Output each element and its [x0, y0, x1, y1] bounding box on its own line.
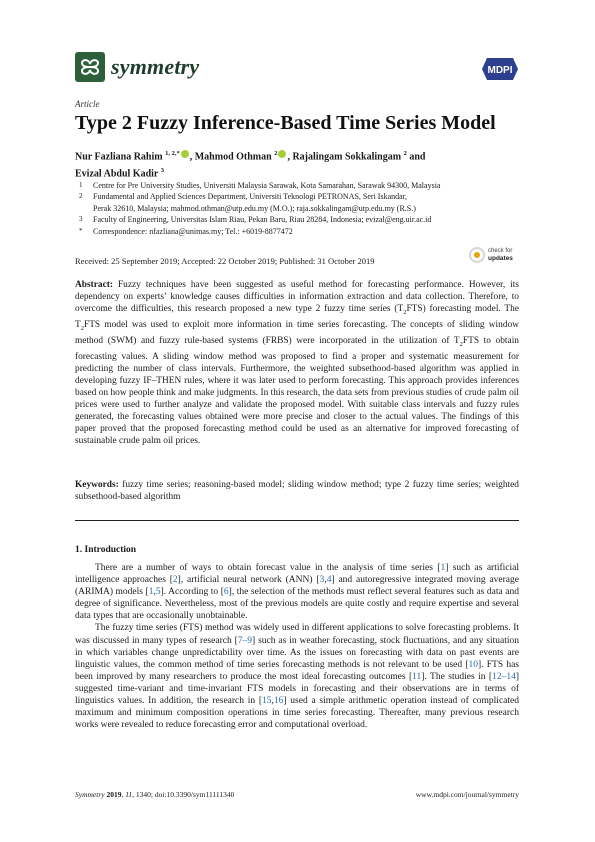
- symmetry-logo-icon: [75, 52, 105, 82]
- subscript: 2: [459, 340, 463, 348]
- affiliation-mark: *: [79, 226, 83, 235]
- affiliation-mark: 3: [79, 215, 83, 224]
- paper-title: Type 2 Fuzzy Inference-Based Time Series Model: [75, 112, 496, 134]
- citation-link[interactable]: 15: [262, 696, 272, 707]
- check-updates-line1: check for: [488, 247, 513, 254]
- keywords: [75, 479, 519, 503]
- paragraph: [75, 622, 519, 731]
- article-type: Article: [75, 99, 100, 109]
- paragraph-text: ,: [324, 575, 327, 586]
- citation-link[interactable]: 5: [155, 587, 161, 598]
- check-for-updates-button[interactable]: [469, 244, 521, 266]
- abstract-text: FTS) forecasting model. The T: [75, 304, 519, 331]
- author-conjunction: and: [406, 151, 426, 163]
- affiliation-text: Faculty of Engineering, Universitas Islam Riau, Pekan Baru, Riau 28284, Indonesia; evizal@eng.uir.ac.id: [93, 215, 432, 225]
- affiliation-mark: 2: [79, 192, 83, 201]
- paragraph-text: ], the selection of the methods must reflect several features such as data and degree of significance. Nevertheless, most of the previous models are quite costly and require expertise and several data types that are occasionally unobtainable.: [75, 587, 519, 622]
- subscript: 2: [403, 308, 407, 316]
- paragraph-text: The fuzzy time series (FTS) method was widely used in different applications to solve forecasting problems. It was discussed in many types of research [: [75, 623, 519, 646]
- affiliation-mark: [75, 203, 93, 214]
- author-affil-mark: 2: [274, 150, 278, 157]
- publisher-name: MDPI: [487, 65, 513, 76]
- citation-link[interactable]: 12–14: [492, 671, 516, 682]
- paragraph-text: ]. The studies in [: [421, 671, 493, 682]
- mdpi-logo-icon: [482, 58, 518, 80]
- check-updates-icon: [469, 247, 485, 263]
- affiliations: [75, 180, 525, 237]
- author-name: Nur Fazliana Rahim: [75, 151, 166, 163]
- affiliation-row: [75, 191, 525, 202]
- correspondence-text: Correspondence: nfazliana@unimas.my; Tel.: +6019-8877472: [93, 226, 293, 236]
- author-name: Evizal Abdul Kadir: [75, 168, 161, 180]
- author-affil-mark: 2: [403, 150, 407, 157]
- section-heading: 1. Introduction: [75, 545, 137, 555]
- paragraph: [75, 562, 519, 622]
- footer-year: 2019: [104, 790, 122, 799]
- footer-volume: , 11: [121, 790, 133, 799]
- journal-name: symmetry: [111, 54, 200, 79]
- author-name: , Mahmod Othman: [189, 151, 275, 163]
- affiliation-row: [75, 226, 525, 237]
- citation-link[interactable]: 1: [148, 587, 154, 598]
- citation-link[interactable]: 6: [223, 587, 229, 598]
- footer-url[interactable]: www.mdpi.com/journal/symmetry: [415, 790, 519, 799]
- section-body: [75, 562, 519, 731]
- abstract: [75, 279, 519, 447]
- affiliation-text: Centre for Pre University Studies, Universiti Malaysia Sarawak, Kota Samarahan, Sarawak 94300, Malaysia: [93, 181, 441, 190]
- paragraph-text: ] used a simple arithmetic operation instead of complicated maximum and minimum composition operations in time series forecasting. Thereafter, many previous research works were revealed to reduce forecasting error and computational overload.: [75, 696, 519, 731]
- affiliation-mark: 1: [79, 181, 83, 189]
- abstract-text: FTS to obtain forecasting values. A sliding window method was proposed to find a proper and systematic measurement for predicting the number of class intervals. Furthermore, the weighted subsethood-based algorithm was applied in developing fuzzy IF–THEN rules, where it was later used to perform forecasting. This approach provides inferences based on how people think and make judgments. In this research, the data sets from previous studies of crude palm oil prices were used to further analyze and validate the proposed model. With suitable class intervals and fuzzy rules generated, the forecasting values obtained were more precise and closer to the actual values. The findings of this paper proved that the proposed forecasting method could be used as an alternative for improved forecasting of sustainable crude palm oil prices.: [75, 335, 519, 447]
- orcid-icon[interactable]: [278, 150, 286, 158]
- affiliation-row: [75, 214, 525, 225]
- paragraph-text: There are a number of ways to obtain forecast value in the analysis of time series [: [95, 563, 441, 573]
- affiliation-text: Perak 32610, Malaysia; mahmod.othman@utp.edu.my (M.O.); raja.sokkalingam@utp.edu.my (R.S.): [93, 203, 416, 213]
- journal-logo: [75, 52, 199, 82]
- keywords-label: Keywords:: [75, 480, 119, 490]
- divider: [75, 520, 519, 521]
- citation-link[interactable]: 4: [326, 575, 332, 586]
- affiliation-row: [75, 180, 525, 191]
- author-list: [75, 147, 525, 182]
- abstract-label: Abstract:: [75, 280, 114, 290]
- paragraph-text: ]. FTS has been improved by many researchers to produce the most ideal forecasting outcomes [: [75, 659, 519, 682]
- check-updates-label: [488, 248, 513, 263]
- keywords-text: fuzzy time series; reasoning-based model; sliding window method; type 2 fuzzy time series; weighted subsethood-based algorithm: [75, 480, 519, 503]
- subscript: 2: [80, 324, 84, 332]
- paragraph-text: ] such as in weather forecasting, stock fluctuations, and any situation in which variables change unpredictability over time. As the issues on forecasting with data on past events are linguistic values, the common method of time series forecasting methods is not relevant to be used [: [75, 635, 519, 670]
- citation-link[interactable]: 1: [440, 563, 446, 573]
- footer-journal: Symmetry: [75, 790, 105, 799]
- affiliation-text: Fundamental and Applied Sciences Department, Universiti Teknologi PETRONAS, Seri Iskandar,: [93, 192, 408, 202]
- author-name: , Rajalingam Sokkalingam: [287, 151, 404, 163]
- paragraph-text: ,: [153, 587, 156, 598]
- citation-link[interactable]: 7–9: [237, 635, 253, 646]
- paragraph-text: ,: [271, 696, 274, 707]
- paragraph-text: ], artificial neural network (ANN) [: [177, 575, 320, 586]
- paragraph-text: ] suggested time-variant and time-invariant FTS models in forecasting and their observations are in terms of linguistics values. In addition, the research in [: [75, 671, 519, 707]
- paragraph-text: ] such as artificial intelligence approaches [: [75, 563, 519, 586]
- author-affil-mark: 3: [160, 167, 164, 175]
- footer-doi: , 1340; doi:10.3390/sym11111340: [132, 790, 235, 799]
- citation-link[interactable]: 2: [172, 575, 178, 586]
- citation-link[interactable]: 11: [412, 671, 422, 682]
- publication-dates: Received: 25 September 2019; Accepted: 22 October 2019; Published: 31 October 2019: [75, 256, 375, 266]
- orcid-icon[interactable]: [181, 150, 189, 158]
- citation-link[interactable]: 16: [273, 696, 284, 707]
- paragraph-text: ] and autoregressive integrated moving average (ARIMA) models [: [75, 575, 519, 598]
- abstract-text: FTS model was used to exploit more information in time series forecasting. The concepts of sliding window method (SWM) and fuzzy rule-based systems (FRBS) were incorporated in the utilization of T: [75, 320, 519, 346]
- check-updates-line2: updates: [488, 254, 513, 262]
- paragraph-text: ]. According to [: [160, 587, 224, 598]
- author-affil-mark: 1, 2,*: [165, 150, 180, 157]
- abstract-text: Fuzzy techniques have been suggested as useful method for forecasting performance. However, its dependency on experts’ knowledge causes difficulties in information extraction and data collection. Therefore, to overcome the difficulties, this research proposed a new type 2 fuzzy time series (T: [75, 280, 519, 315]
- citation-link[interactable]: 3: [319, 575, 325, 586]
- footer-citation: [75, 790, 234, 799]
- affiliation-row: [75, 203, 525, 214]
- citation-link[interactable]: 10: [468, 659, 478, 670]
